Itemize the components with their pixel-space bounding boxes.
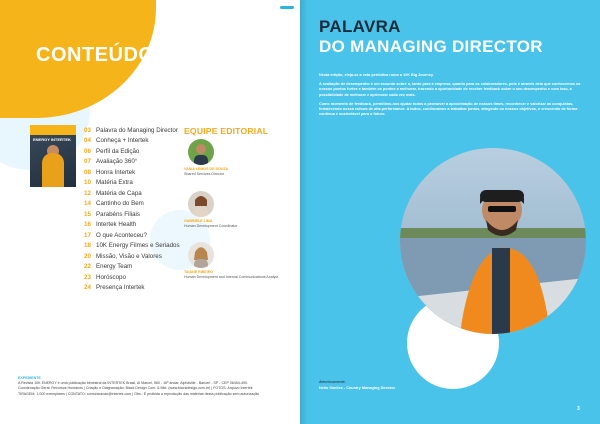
toc-label: Perfil da Edição <box>96 147 140 155</box>
toc-page-number: 12 <box>84 189 91 197</box>
toc-label: Matéria de Capa <box>96 189 142 197</box>
team-member-role: Human Development Coordinator <box>184 224 238 228</box>
toc-item[interactable] <box>84 136 184 147</box>
toc-page-number: 14 <box>84 200 91 208</box>
team-member <box>184 139 296 176</box>
toc-item[interactable] <box>84 146 184 157</box>
magazine-cover-thumbnail[interactable] <box>30 125 76 187</box>
masthead-line: Coordenação Geral: Recursos Humanos | Criação e Diagramação: Black Design Com. & Mkt. (www.blackdesign.com.br) | FOTOS: Arquivo Intertek <box>18 386 253 391</box>
toc-label: Presença Intertek <box>96 284 145 292</box>
toc-label: Horóscopo <box>96 273 126 281</box>
team-member-role: Shared Services Director <box>184 172 224 176</box>
toc-page-number: 23 <box>84 273 91 281</box>
toc-item[interactable] <box>84 272 184 283</box>
toc-item[interactable] <box>84 230 184 241</box>
toc-item[interactable] <box>84 199 184 210</box>
table-of-contents <box>84 125 184 293</box>
team-member <box>184 191 296 228</box>
toc-label: Matéria Extra <box>96 179 133 187</box>
toc-page-number: 10 <box>84 179 91 187</box>
toc-label: O que Aconteceu? <box>96 231 147 239</box>
team-member-name: GABRIELE LIMA <box>184 219 213 223</box>
masthead-line: A Revista 10K ENERGY é uma publicação bimestral da INTERTEK Brasil, Al Marcel, 560 - 16º andar, Alphaville - Barueri - SP - CEP 06454-490. <box>18 381 248 386</box>
toc-page-number: 22 <box>84 263 91 271</box>
team-member <box>184 242 296 279</box>
team-member-role: Human Development and Internal Communications Analyst <box>184 275 279 279</box>
masthead-line: TIRAGEM: 1.000 exemplares | CONTATO: comunicacao@intertek.com | Obs.: É proibida a reprodução das matérias desta publicação sem autorização. <box>18 391 261 396</box>
toc-item[interactable] <box>84 188 184 199</box>
team-member-photo <box>188 139 214 165</box>
masthead-credits <box>18 376 288 397</box>
toc-page-number: 04 <box>84 137 91 145</box>
toc-label: Avaliação 360° <box>96 158 138 166</box>
editorial-team-title: EQUIPE EDITORIAL <box>184 126 269 136</box>
team-member-name: VANIA LEMOS DE SOUZA <box>184 167 229 171</box>
toc-item[interactable] <box>84 283 184 294</box>
article-body <box>319 73 587 121</box>
toc-page-number: 08 <box>84 168 91 176</box>
toc-page-number: 03 <box>84 126 91 134</box>
article-paragraph: Como momento de feedback, permitimo-nos ajudar todos a promover a aproximação de nossos times, reconhecer e valorizar as conquistas, fortalecendo nossa cultura de alta performance. A todos, continuamos a trabalhar juntos, atingindo os nossos objetivos, e crescendo de forma contínua e sustentável para o futuro. <box>319 101 578 117</box>
toc-label: 10K Energy Filmes e Seriados <box>96 242 180 250</box>
toc-label: Energy Team <box>96 263 133 271</box>
toc-label: Intertek Health <box>96 221 137 229</box>
toc-page-number: 20 <box>84 252 91 260</box>
decorative-mark <box>280 6 294 9</box>
cover-person-body <box>42 153 64 187</box>
toc-page-number: 18 <box>84 242 91 250</box>
toc-item[interactable] <box>84 251 184 262</box>
toc-label: Palavra do Managing Director <box>96 126 178 134</box>
article-paragraph: A avaliação de desempenho é um assunto sobre o, tanto para a empresa, quanto para os colaboradores, pois é através dela que conhecemos os nossos pontos fortes e também os pontos a melhorar, trazendo a oportunidade de receber feedback sobre o seu desempenho e com isso, a possibilidade de melhorar e aprimorar cada vez mais. <box>319 82 581 97</box>
toc-item[interactable] <box>84 220 184 231</box>
team-member-name: TAIANE RIBEIRO <box>184 270 214 274</box>
toc-page-number: 16 <box>84 221 91 229</box>
page-number: 3 <box>577 406 580 412</box>
toc-page-number: 06 <box>84 147 91 155</box>
toc-label: Missão, Visão e Valores <box>96 252 162 260</box>
page-fold-shadow <box>300 0 308 424</box>
toc-item[interactable] <box>84 209 184 220</box>
contents-title: CONTEÚDO <box>36 44 155 66</box>
article-title-line1: PALAVRA <box>319 17 401 36</box>
article-title-line2: DO MANAGING DIRECTOR <box>319 37 543 56</box>
toc-label: Honra Intertek <box>96 168 136 176</box>
signature-label: Atenciosamente, <box>319 380 346 384</box>
right-page <box>300 0 600 424</box>
toc-page-number: 24 <box>84 284 91 292</box>
team-member-photo <box>188 191 214 217</box>
cover-title: ENERGY INTERTEK <box>33 137 71 142</box>
cover-stripe <box>30 125 76 135</box>
toc-item[interactable] <box>84 125 184 136</box>
article-paragraph: Nesta edição, eleja-se a esta periódica rumo a 10K Big Journey. <box>319 73 434 77</box>
toc-item[interactable] <box>84 157 184 168</box>
toc-item[interactable] <box>84 262 184 273</box>
toc-label: Conheça + Intertek <box>96 137 149 145</box>
toc-item[interactable] <box>84 241 184 252</box>
toc-page-number: 07 <box>84 158 91 166</box>
director-photo <box>400 148 586 334</box>
toc-page-number: 17 <box>84 231 91 239</box>
signature-name: Nelio Simões - Country Managing Director <box>319 386 396 390</box>
toc-item[interactable] <box>84 178 184 189</box>
masthead-title: EXPEDIENTE <box>18 376 41 380</box>
toc-label: Cantinho do Bem <box>96 200 144 208</box>
toc-page-number: 15 <box>84 210 91 218</box>
toc-item[interactable] <box>84 167 184 178</box>
toc-label: Parabéns Filiais <box>96 210 141 218</box>
team-member-photo <box>188 242 214 268</box>
